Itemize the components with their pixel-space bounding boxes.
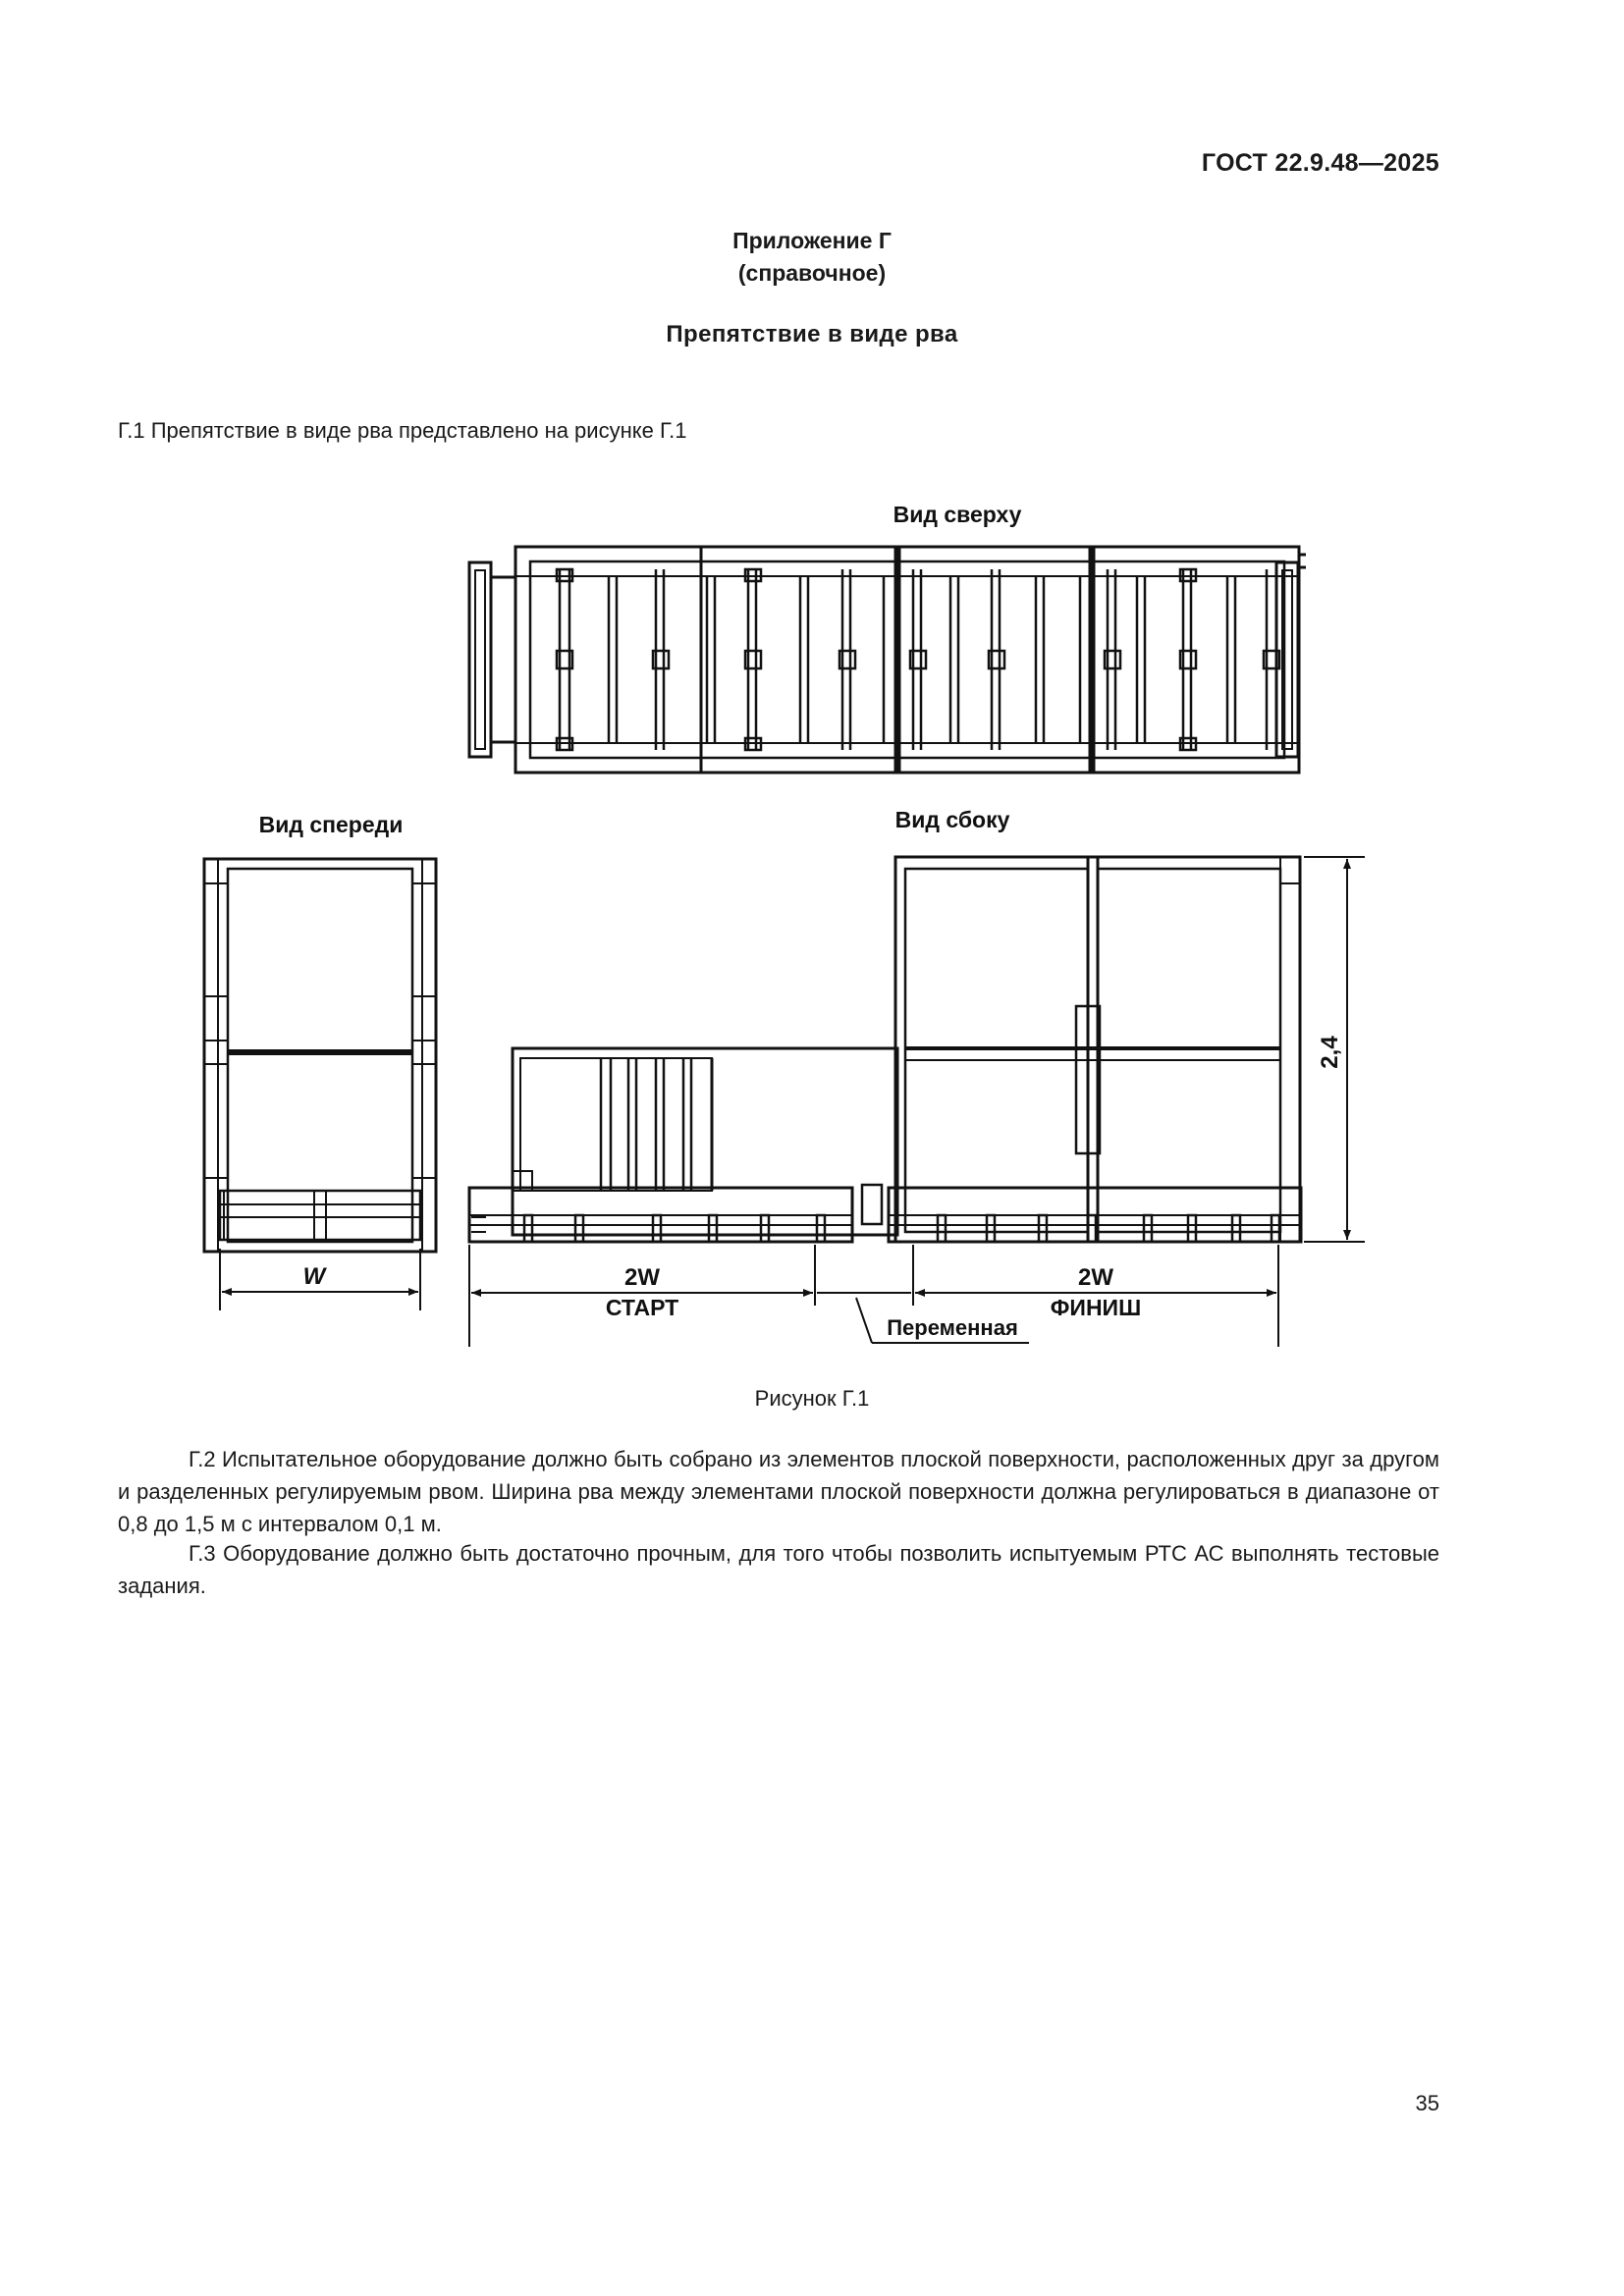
top-view-label: Вид сверху xyxy=(893,502,1022,527)
dim-w-label: W xyxy=(302,1263,326,1290)
side-view-drawing xyxy=(469,857,1301,1242)
top-view-drawing xyxy=(469,547,1306,773)
finish-label: ФИНИШ xyxy=(1050,1295,1142,1320)
front-view-label: Вид спереди xyxy=(258,812,404,837)
paragraph-g3: Г.3 Оборудование должно быть достаточно прочным, для того чтобы позволить испытуемым РТС АС выполнять тестовые задания. xyxy=(118,1541,1439,1598)
start-label: СТАРТ xyxy=(605,1295,679,1320)
document-code: ГОСТ 22.9.48—2025 xyxy=(1201,149,1439,177)
length-dimensions xyxy=(469,1245,1278,1347)
figure-caption: Рисунок Г.1 xyxy=(754,1386,870,1411)
annex-title: Приложение Г xyxy=(732,228,892,253)
dim-2w-start-label: 2W xyxy=(624,1264,660,1291)
variable-label: Переменная xyxy=(887,1315,1018,1340)
page-number: 35 xyxy=(1415,2091,1439,2115)
front-view-drawing xyxy=(204,859,436,1252)
height-label: 2,4 xyxy=(1317,1036,1343,1069)
section-title: Препятствие в виде рва xyxy=(666,321,958,347)
annex-subtitle: (справочное) xyxy=(737,260,887,286)
paragraph-g2: Г.2 Испытательное оборудование должно быть собрано из элементов плоской поверхности, расположенных друг за другом и разделенных регулируемым рвом. Ширина рва между элементами плоской поверхности должна регулироваться в диапазоне от 0,8 до 1,5 м с интервалом 0,1 м. xyxy=(118,1447,1439,1536)
dim-2w-finish-label: 2W xyxy=(1078,1264,1113,1291)
paragraph-g1: Г.1 Препятствие в виде рва представлено на рисунке Г.1 xyxy=(118,418,687,443)
side-view-label: Вид сбоку xyxy=(894,807,1010,832)
